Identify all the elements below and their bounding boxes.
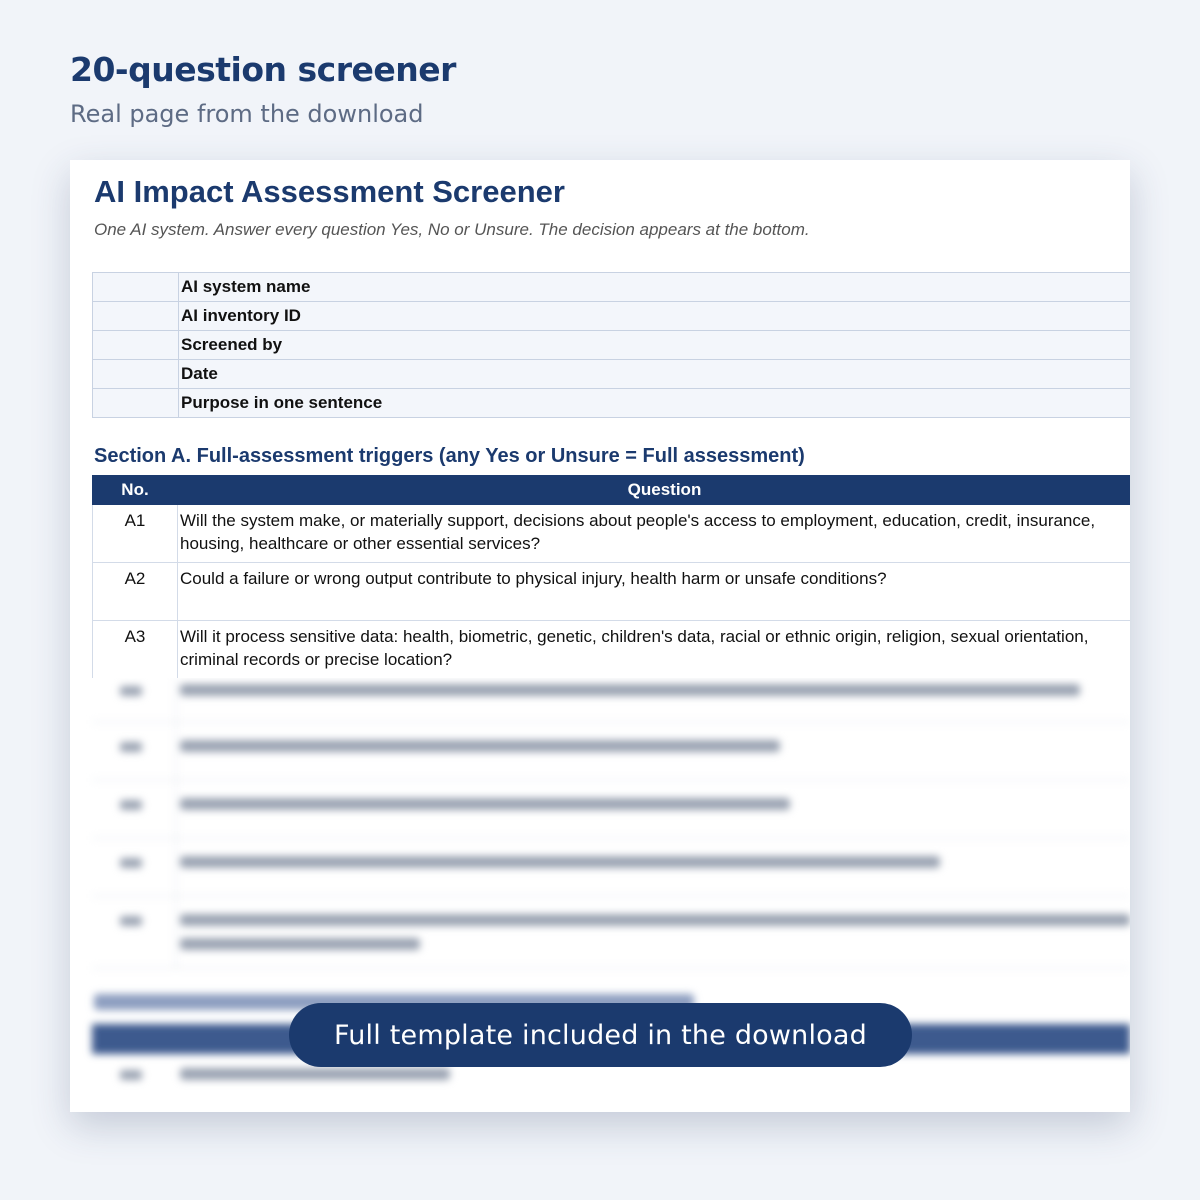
info-row [93,273,1131,302]
info-row [93,331,1131,360]
table-row [93,505,1131,563]
section-a-table [92,475,1130,679]
table-header-row [93,476,1131,505]
info-row [93,360,1131,389]
question-text [178,621,1131,679]
system-info-table [92,272,1130,418]
question-text [178,505,1131,563]
info-label: AI inventory ID [179,302,1131,331]
info-label: AI system name [179,273,1131,302]
question-number: A2 [93,563,178,621]
download-banner: Full template included in the download [289,1003,912,1067]
info-row [93,389,1131,418]
table-row [93,621,1131,679]
question-line: housing, healthcare or other essential services? [180,534,541,553]
table-row [93,563,1131,621]
info-row-spacer [93,302,179,331]
info-label: Screened by [179,331,1131,360]
info-row-spacer [93,360,179,389]
section-a-title: Section A. Full-assessment triggers (any Yes or Unsure = Full assessment) [94,445,805,467]
info-row-spacer [93,389,179,418]
info-row [93,302,1131,331]
question-line: criminal records or precise location? [180,650,453,669]
column-header-no: No. [93,476,178,505]
question-text [178,563,1131,621]
info-label: Purpose in one sentence [179,389,1131,418]
hero-subtitle: Real page from the download [70,100,424,128]
document-instructions: One AI system. Answer every question Yes, No or Unsure. The decision appears at the bottom. [94,220,810,239]
info-row-spacer [93,273,179,302]
question-number: A3 [93,621,178,679]
document-preview [70,160,1130,1112]
document-title: AI Impact Assessment Screener [94,174,565,209]
question-line: Will it process sensitive data: health, biometric, genetic, children's data, racial or ethnic origin, religion, sexual orientation, [180,627,1089,646]
question-number: A1 [93,505,178,563]
info-row-spacer [93,331,179,360]
hero-title: 20-question screener [70,50,456,89]
column-header-question: Question [178,476,1131,505]
info-label: Date [179,360,1131,389]
question-line: Could a failure or wrong output contribute to physical injury, health harm or unsafe conditions? [180,569,887,588]
question-line: Will the system make, or materially support, decisions about people's access to employment, education, credit, insurance, [180,511,1096,530]
